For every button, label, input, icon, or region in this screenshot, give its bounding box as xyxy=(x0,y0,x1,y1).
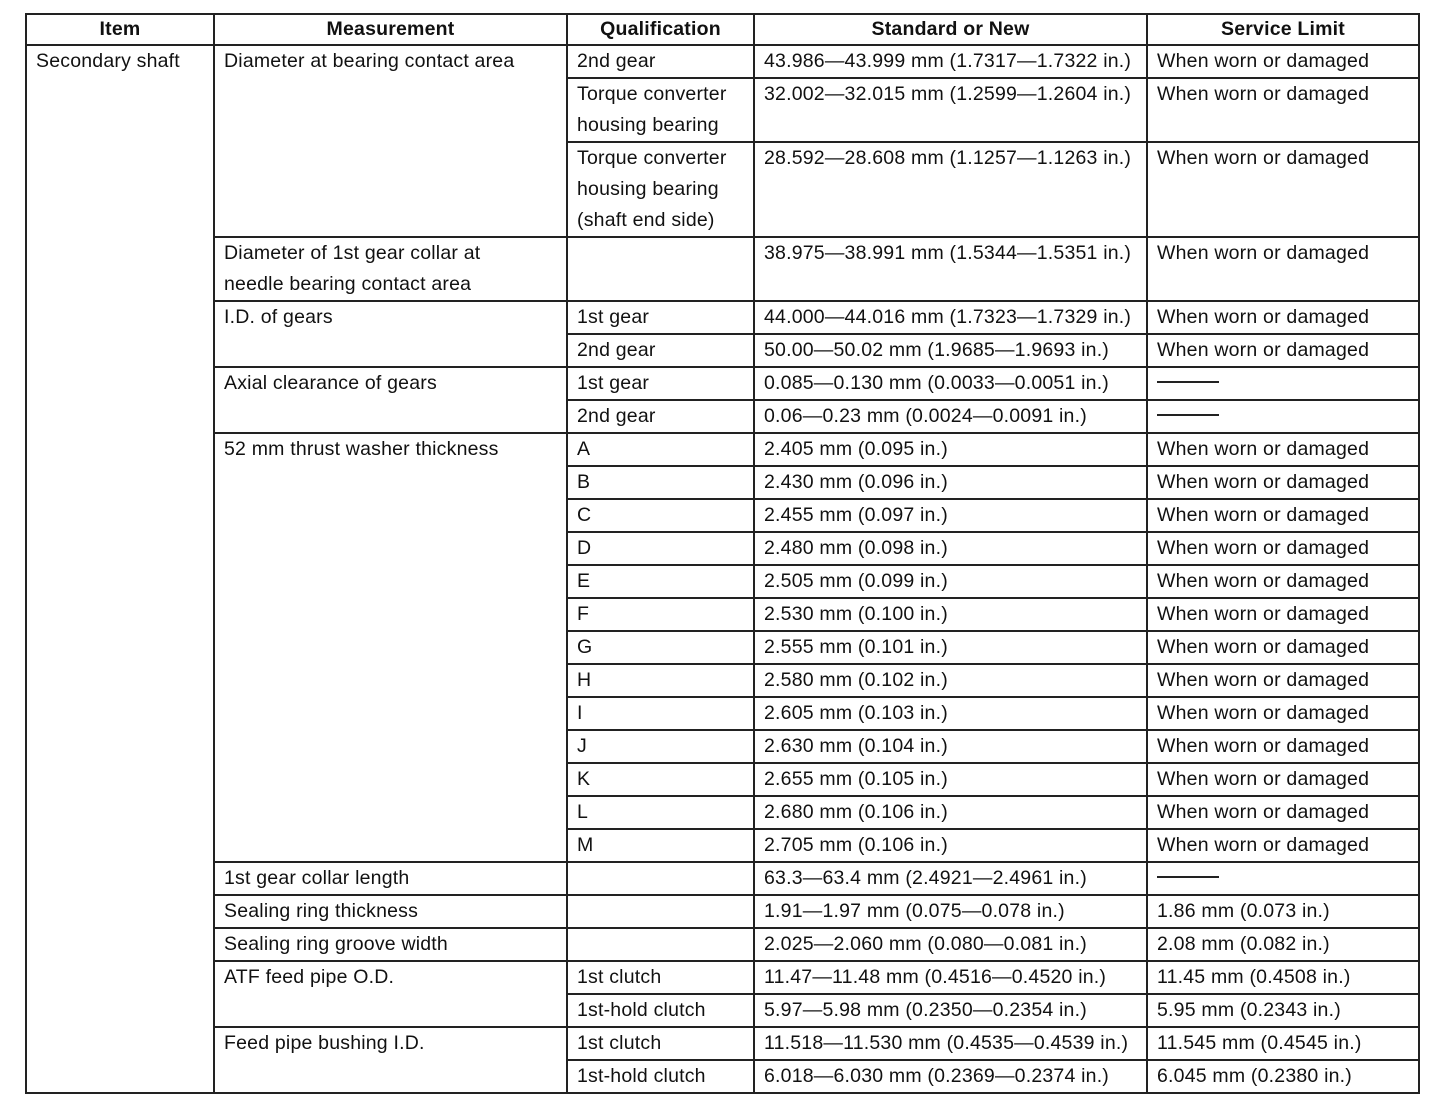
limit-cell: When worn or damaged xyxy=(1147,301,1419,334)
qualification-cell: J xyxy=(567,730,754,763)
qualification-cell: D xyxy=(567,532,754,565)
header-item: Item xyxy=(26,14,214,45)
standard-cell: 2.405 mm (0.095 in.) xyxy=(754,433,1147,466)
table-row xyxy=(26,862,1419,895)
qualification-cell: 2nd gear xyxy=(567,45,754,78)
standard-cell: 2.630 mm (0.104 in.) xyxy=(754,730,1147,763)
qualification-cell: 2nd gear xyxy=(567,400,754,433)
limit-cell: When worn or damaged xyxy=(1147,499,1419,532)
no-limit-dash xyxy=(1157,381,1219,383)
table-row xyxy=(26,45,1419,78)
table-row xyxy=(26,367,1419,400)
limit-cell: When worn or damaged xyxy=(1147,796,1419,829)
measurement-cell: ATF feed pipe O.D. xyxy=(214,961,567,1027)
standard-cell: 5.97—5.98 mm (0.2350—0.2354 in.) xyxy=(754,994,1147,1027)
qualification-line: Torque converter xyxy=(577,83,727,105)
qualification-cell: G xyxy=(567,631,754,664)
limit-cell: 2.08 mm (0.082 in.) xyxy=(1147,928,1419,961)
qualification-cell: K xyxy=(567,763,754,796)
limit-cell xyxy=(1147,367,1419,400)
qualification-line: housing bearing xyxy=(577,114,719,136)
table-row xyxy=(26,928,1419,961)
measurement-cell: 1st gear collar length xyxy=(214,862,567,895)
no-limit-dash xyxy=(1157,876,1219,878)
limit-cell: 5.95 mm (0.2343 in.) xyxy=(1147,994,1419,1027)
limit-cell: When worn or damaged xyxy=(1147,565,1419,598)
standard-cell: 2.580 mm (0.102 in.) xyxy=(754,664,1147,697)
table-row xyxy=(26,1027,1419,1060)
standard-cell: 2.530 mm (0.100 in.) xyxy=(754,598,1147,631)
limit-cell: When worn or damaged xyxy=(1147,598,1419,631)
standard-cell: 11.518—11.530 mm (0.4535—0.4539 in.) xyxy=(754,1027,1147,1060)
limit-cell: 1.86 mm (0.073 in.) xyxy=(1147,895,1419,928)
qualification-cell: 1st clutch xyxy=(567,961,754,994)
standard-cell: 32.002—32.015 mm (1.2599—1.2604 in.) xyxy=(754,78,1147,142)
table-row xyxy=(26,895,1419,928)
qualification-cell: 1st gear xyxy=(567,367,754,400)
standard-cell: 1.91—1.97 mm (0.075—0.078 in.) xyxy=(754,895,1147,928)
no-limit-dash xyxy=(1157,414,1219,416)
qualification-cell xyxy=(567,928,754,961)
qualification-line: housing bearing xyxy=(577,178,719,200)
qualification-cell: 1st-hold clutch xyxy=(567,994,754,1027)
qualification-cell: A xyxy=(567,433,754,466)
standard-cell: 2.555 mm (0.101 in.) xyxy=(754,631,1147,664)
limit-cell: 6.045 mm (0.2380 in.) xyxy=(1147,1060,1419,1093)
qualification-cell xyxy=(567,862,754,895)
qualification-cell: C xyxy=(567,499,754,532)
qualification-cell xyxy=(567,142,754,237)
qualification-cell xyxy=(567,895,754,928)
qualification-cell: M xyxy=(567,829,754,862)
standard-cell: 0.06—0.23 mm (0.0024—0.0091 in.) xyxy=(754,400,1147,433)
qualification-cell: L xyxy=(567,796,754,829)
qualification-line: Torque converter xyxy=(577,147,727,169)
standard-cell: 38.975—38.991 mm (1.5344—1.5351 in.) xyxy=(754,237,1147,301)
limit-cell: When worn or damaged xyxy=(1147,237,1419,301)
limit-cell: When worn or damaged xyxy=(1147,829,1419,862)
qualification-cell xyxy=(567,237,754,301)
table-row xyxy=(26,301,1419,334)
limit-cell: 11.45 mm (0.4508 in.) xyxy=(1147,961,1419,994)
qualification-line: (shaft end side) xyxy=(577,209,715,231)
qualification-cell: H xyxy=(567,664,754,697)
limit-cell: When worn or damaged xyxy=(1147,334,1419,367)
limit-cell: 11.545 mm (0.4545 in.) xyxy=(1147,1027,1419,1060)
standard-cell: 2.655 mm (0.105 in.) xyxy=(754,763,1147,796)
header-row xyxy=(26,14,1419,45)
limit-cell xyxy=(1147,862,1419,895)
limit-cell: When worn or damaged xyxy=(1147,532,1419,565)
qualification-cell: 1st clutch xyxy=(567,1027,754,1060)
header-measurement: Measurement xyxy=(214,14,567,45)
measurement-cell: Sealing ring thickness xyxy=(214,895,567,928)
qualification-cell: B xyxy=(567,466,754,499)
standard-cell: 2.455 mm (0.097 in.) xyxy=(754,499,1147,532)
qualification-cell xyxy=(567,78,754,142)
measurement-cell: Axial clearance of gears xyxy=(214,367,567,433)
standard-cell: 2.480 mm (0.098 in.) xyxy=(754,532,1147,565)
standard-cell: 28.592—28.608 mm (1.1257—1.1263 in.) xyxy=(754,142,1147,237)
table-row xyxy=(26,433,1419,466)
standard-cell: 63.3—63.4 mm (2.4921—2.4961 in.) xyxy=(754,862,1147,895)
limit-cell: When worn or damaged xyxy=(1147,763,1419,796)
qualification-cell: 2nd gear xyxy=(567,334,754,367)
limit-cell: When worn or damaged xyxy=(1147,664,1419,697)
measurement-cell: 52 mm thrust washer thickness xyxy=(214,433,567,862)
standard-cell: 6.018—6.030 mm (0.2369—0.2374 in.) xyxy=(754,1060,1147,1093)
header-standard: Standard or New xyxy=(754,14,1147,45)
standard-cell: 2.025—2.060 mm (0.080—0.081 in.) xyxy=(754,928,1147,961)
measurement-line: needle bearing contact area xyxy=(224,273,472,295)
standard-cell: 0.085—0.130 mm (0.0033—0.0051 in.) xyxy=(754,367,1147,400)
qualification-cell: I xyxy=(567,697,754,730)
measurement-cell: I.D. of gears xyxy=(214,301,567,367)
standard-cell: 50.00—50.02 mm (1.9685—1.9693 in.) xyxy=(754,334,1147,367)
specification-table xyxy=(25,13,1420,1094)
item-cell: Secondary shaft xyxy=(26,45,214,1093)
measurement-cell: Sealing ring groove width xyxy=(214,928,567,961)
qualification-cell: F xyxy=(567,598,754,631)
standard-cell: 44.000—44.016 mm (1.7323—1.7329 in.) xyxy=(754,301,1147,334)
limit-cell: When worn or damaged xyxy=(1147,730,1419,763)
limit-cell: When worn or damaged xyxy=(1147,631,1419,664)
header-qualification: Qualification xyxy=(567,14,754,45)
limit-cell: When worn or damaged xyxy=(1147,78,1419,142)
standard-cell: 2.705 mm (0.106 in.) xyxy=(754,829,1147,862)
limit-cell xyxy=(1147,400,1419,433)
limit-cell: When worn or damaged xyxy=(1147,433,1419,466)
standard-cell: 2.430 mm (0.096 in.) xyxy=(754,466,1147,499)
measurement-cell: Diameter at bearing contact area xyxy=(214,45,567,237)
measurement-cell: Feed pipe bushing I.D. xyxy=(214,1027,567,1093)
standard-cell: 2.605 mm (0.103 in.) xyxy=(754,697,1147,730)
header-service-limit: Service Limit xyxy=(1147,14,1419,45)
measurement-cell xyxy=(214,237,567,301)
qualification-cell: E xyxy=(567,565,754,598)
limit-cell: When worn or damaged xyxy=(1147,697,1419,730)
limit-cell: When worn or damaged xyxy=(1147,142,1419,237)
table-row xyxy=(26,961,1419,994)
qualification-cell: 1st-hold clutch xyxy=(567,1060,754,1093)
limit-cell: When worn or damaged xyxy=(1147,466,1419,499)
standard-cell: 11.47—11.48 mm (0.4516—0.4520 in.) xyxy=(754,961,1147,994)
qualification-cell: 1st gear xyxy=(567,301,754,334)
limit-cell: When worn or damaged xyxy=(1147,45,1419,78)
standard-cell: 2.505 mm (0.099 in.) xyxy=(754,565,1147,598)
standard-cell: 43.986—43.999 mm (1.7317—1.7322 in.) xyxy=(754,45,1147,78)
measurement-line: Diameter of 1st gear collar at xyxy=(224,242,481,264)
standard-cell: 2.680 mm (0.106 in.) xyxy=(754,796,1147,829)
